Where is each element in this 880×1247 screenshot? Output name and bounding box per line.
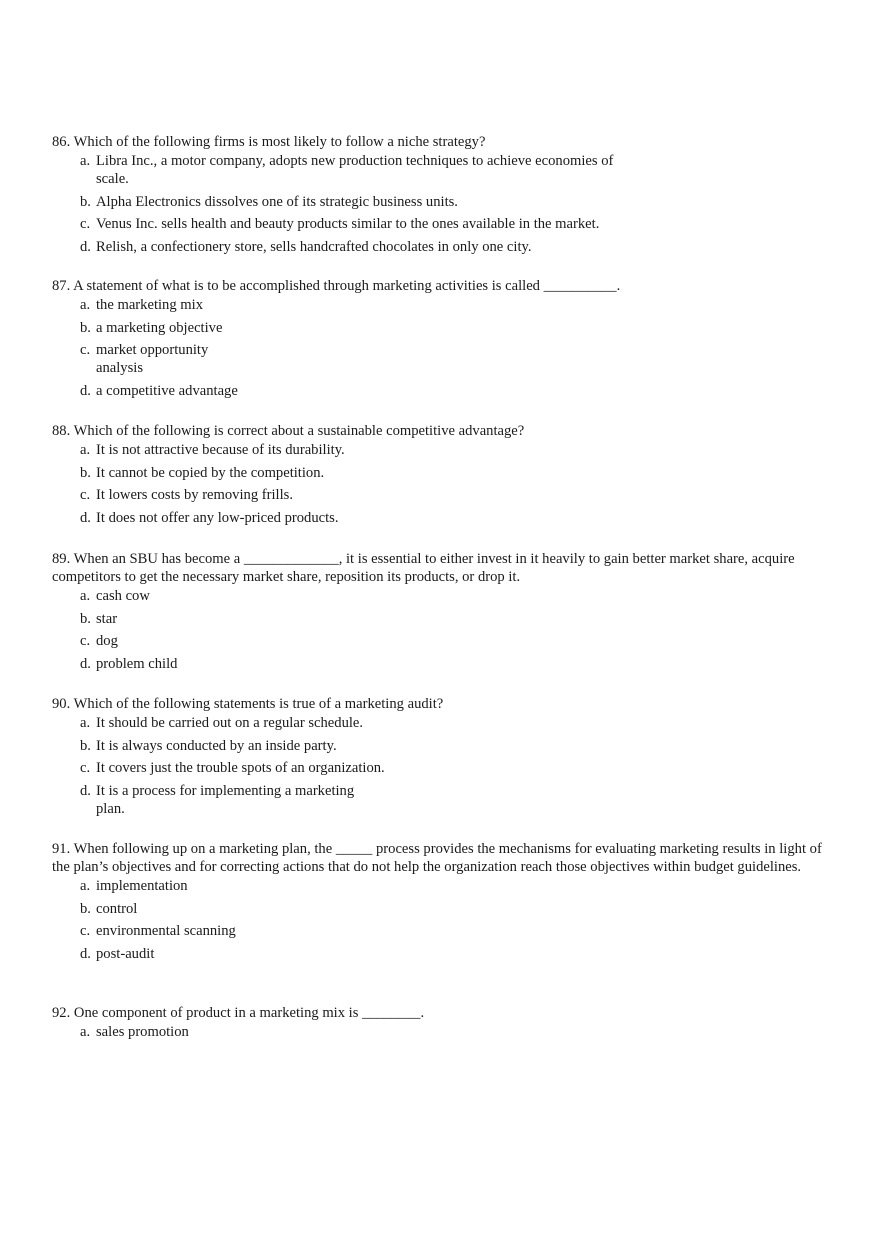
option-letter: d. xyxy=(80,655,91,672)
option-letter: b. xyxy=(80,900,91,917)
option-letter: c. xyxy=(80,487,91,503)
option-letter: c. xyxy=(80,923,91,939)
question-91 xyxy=(52,840,832,963)
answer-options xyxy=(52,877,832,963)
answer-options xyxy=(52,1023,832,1041)
option-letter: a. xyxy=(80,715,91,731)
question-89 xyxy=(52,550,832,673)
option-text: post-audit xyxy=(96,945,155,962)
option-letter: a. xyxy=(80,153,91,169)
question-number: 90. xyxy=(52,696,71,712)
option-text: sales promotion xyxy=(96,1024,189,1040)
option-letter: b. xyxy=(80,464,91,481)
option-letter: a. xyxy=(80,588,91,604)
option-letter: d. xyxy=(80,782,91,799)
option-letter: c. xyxy=(80,216,91,232)
option-letter: d. xyxy=(80,382,91,399)
answer-option[interactable] xyxy=(52,341,220,377)
question-text: When following up on a marketing plan, the _____ process provides the mechanisms for evaluating marketing results in light of the plan’s objectives and for correcting actions that do not help the organization reach those objectives within budget guidelines. xyxy=(52,841,822,875)
question-text: Which of the following is correct about a sustainable competitive advantage? xyxy=(73,423,525,439)
question-number: 89. xyxy=(52,551,71,567)
answer-option[interactable] xyxy=(52,632,832,650)
answer-option[interactable] xyxy=(52,319,832,337)
option-text: It is not attractive because of its durability. xyxy=(96,442,345,458)
question-text: A statement of what is to be accomplished through marketing activities is called __________. xyxy=(73,278,621,294)
answer-option[interactable] xyxy=(52,922,832,940)
option-text: It cannot be copied by the competition. xyxy=(96,464,325,481)
option-text: Relish, a confectionery store, sells handcrafted chocolates in only one city. xyxy=(96,238,532,255)
answer-option[interactable] xyxy=(52,215,832,233)
answer-option[interactable] xyxy=(52,509,832,527)
answer-option[interactable] xyxy=(52,714,832,732)
answer-options xyxy=(52,296,832,400)
option-letter: c. xyxy=(80,342,91,358)
option-text: It covers just the trouble spots of an organization. xyxy=(96,760,385,776)
answer-option[interactable] xyxy=(52,464,832,482)
option-text: a marketing objective xyxy=(96,319,223,336)
answer-option[interactable] xyxy=(52,759,832,777)
option-letter: b. xyxy=(80,737,91,754)
answer-option[interactable] xyxy=(52,900,832,918)
answer-options xyxy=(52,714,832,818)
option-text: cash cow xyxy=(96,588,150,604)
question-number: 92. xyxy=(52,1005,71,1021)
answer-option[interactable] xyxy=(52,877,832,895)
option-letter: a. xyxy=(80,297,91,313)
option-letter: a. xyxy=(80,442,91,458)
option-text: Libra Inc., a motor company, adopts new production techniques to achieve economies of scale. xyxy=(96,153,614,187)
answer-option[interactable] xyxy=(52,193,832,211)
option-letter: d. xyxy=(80,945,91,962)
answer-options xyxy=(52,441,832,527)
question-text: When an SBU has become a _____________, it is essential to either invest in it heavily to gain better market share, acquire competitors to get the necessary market share, reposition its products, or drop it. xyxy=(52,551,795,585)
option-text: dog xyxy=(96,633,118,649)
question-stem xyxy=(52,550,832,586)
answer-option[interactable] xyxy=(52,1023,832,1041)
answer-option[interactable] xyxy=(52,587,832,605)
question-stem xyxy=(52,277,832,295)
question-87 xyxy=(52,277,832,400)
option-letter: a. xyxy=(80,878,91,894)
question-text: Which of the following statements is true of a marketing audit? xyxy=(73,696,444,712)
answer-options xyxy=(52,152,832,256)
question-stem xyxy=(52,840,832,876)
option-text: implementation xyxy=(96,878,188,894)
question-stem xyxy=(52,133,832,151)
answer-option[interactable] xyxy=(52,945,832,963)
option-text: It is always conducted by an inside party. xyxy=(96,737,337,754)
option-text: It lowers costs by removing frills. xyxy=(96,487,293,503)
question-stem xyxy=(52,422,832,440)
option-letter: a. xyxy=(80,1024,91,1040)
answer-option[interactable] xyxy=(52,486,832,504)
question-88 xyxy=(52,422,832,527)
option-letter: c. xyxy=(80,760,91,776)
question-stem xyxy=(52,695,832,713)
question-number: 88. xyxy=(52,423,71,439)
option-letter: b. xyxy=(80,610,91,627)
question-stem xyxy=(52,1004,832,1022)
option-text: Venus Inc. sells health and beauty products similar to the ones available in the market. xyxy=(96,216,600,232)
question-90 xyxy=(52,695,832,818)
answer-option[interactable] xyxy=(52,296,832,314)
answer-option[interactable] xyxy=(52,382,832,400)
option-letter: c. xyxy=(80,633,91,649)
option-text: the marketing mix xyxy=(96,297,203,313)
answer-options xyxy=(52,587,832,673)
question-text: Which of the following firms is most likely to follow a niche strategy? xyxy=(73,134,486,150)
option-letter: b. xyxy=(80,193,91,210)
question-92 xyxy=(52,1004,832,1041)
answer-option[interactable] xyxy=(52,238,832,256)
answer-option[interactable] xyxy=(52,610,832,628)
option-text: star xyxy=(96,610,118,627)
option-text: problem child xyxy=(96,655,178,672)
option-letter: d. xyxy=(80,238,91,255)
option-text: It does not offer any low-priced products. xyxy=(96,509,339,526)
question-text: One component of product in a marketing mix is ________. xyxy=(73,1005,425,1021)
answer-option[interactable] xyxy=(52,441,832,459)
question-number: 86. xyxy=(52,134,71,150)
question-number: 87. xyxy=(52,278,71,294)
option-text: a competitive advantage xyxy=(96,382,238,399)
question-86 xyxy=(52,133,832,256)
answer-option[interactable] xyxy=(52,152,641,188)
answer-option[interactable] xyxy=(52,655,832,673)
option-text: It is a process for implementing a marketing plan. xyxy=(96,782,355,817)
answer-option[interactable] xyxy=(52,737,832,755)
option-text: environmental scanning xyxy=(96,923,236,939)
option-text: It should be carried out on a regular schedule. xyxy=(96,715,364,731)
option-letter: d. xyxy=(80,509,91,526)
option-letter: b. xyxy=(80,319,91,336)
answer-option[interactable] xyxy=(52,782,380,818)
option-text: market opportunity analysis xyxy=(96,342,209,376)
question-number: 91. xyxy=(52,841,71,857)
option-text: Alpha Electronics dissolves one of its strategic business units. xyxy=(96,193,458,210)
option-text: control xyxy=(96,900,138,917)
